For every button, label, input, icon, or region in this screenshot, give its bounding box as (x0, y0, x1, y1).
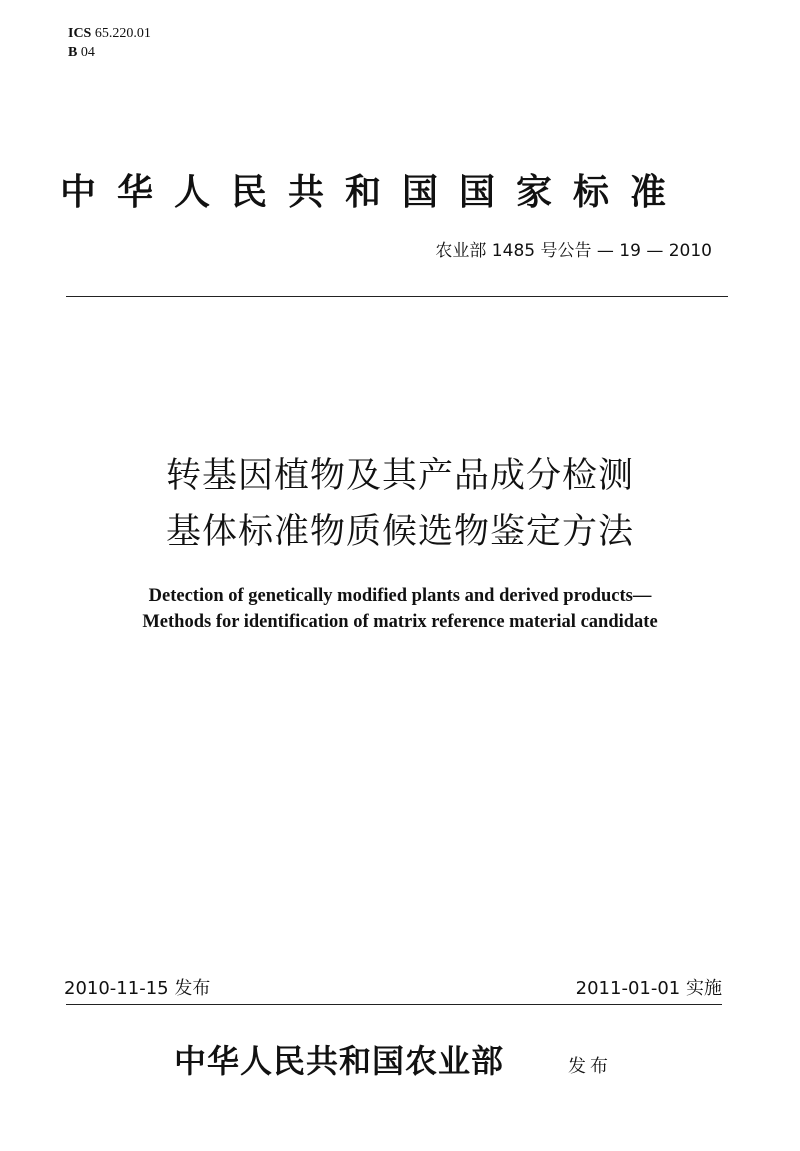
implement-date: 2011-01-01 实施 (575, 978, 722, 999)
classification-codes (68, 24, 151, 62)
top-divider (66, 296, 728, 297)
national-standard-title: 中华人民共和国国家标准 (60, 172, 688, 213)
publish-label: 发布 (568, 1056, 612, 1077)
ics-label: ICS (68, 26, 92, 41)
title-cn-line1: 转基因植物及其产品成分检测 (165, 456, 634, 496)
publisher-name: 中华人民共和国农业部 (174, 1042, 505, 1080)
issue-date: 2010-11-15 发布 (64, 978, 211, 999)
bottom-divider (66, 1004, 722, 1005)
ccs-line (68, 43, 151, 62)
ics-code: 65.220.01 (94, 26, 151, 41)
ccs-label: B (68, 45, 78, 60)
title-en-line2: Methods for identification of matrix reference material candidate (142, 612, 658, 632)
title-cn-line2: 基体标准物质候选物鉴定方法 (165, 512, 634, 552)
title-en-line1: Detection of genetically modified plants and derived products— (148, 586, 652, 606)
ccs-code: 04 (80, 45, 95, 60)
standard-number: 农业部 1485 号公告 — 19 — 2010 (435, 241, 712, 261)
ics-line (68, 24, 151, 43)
